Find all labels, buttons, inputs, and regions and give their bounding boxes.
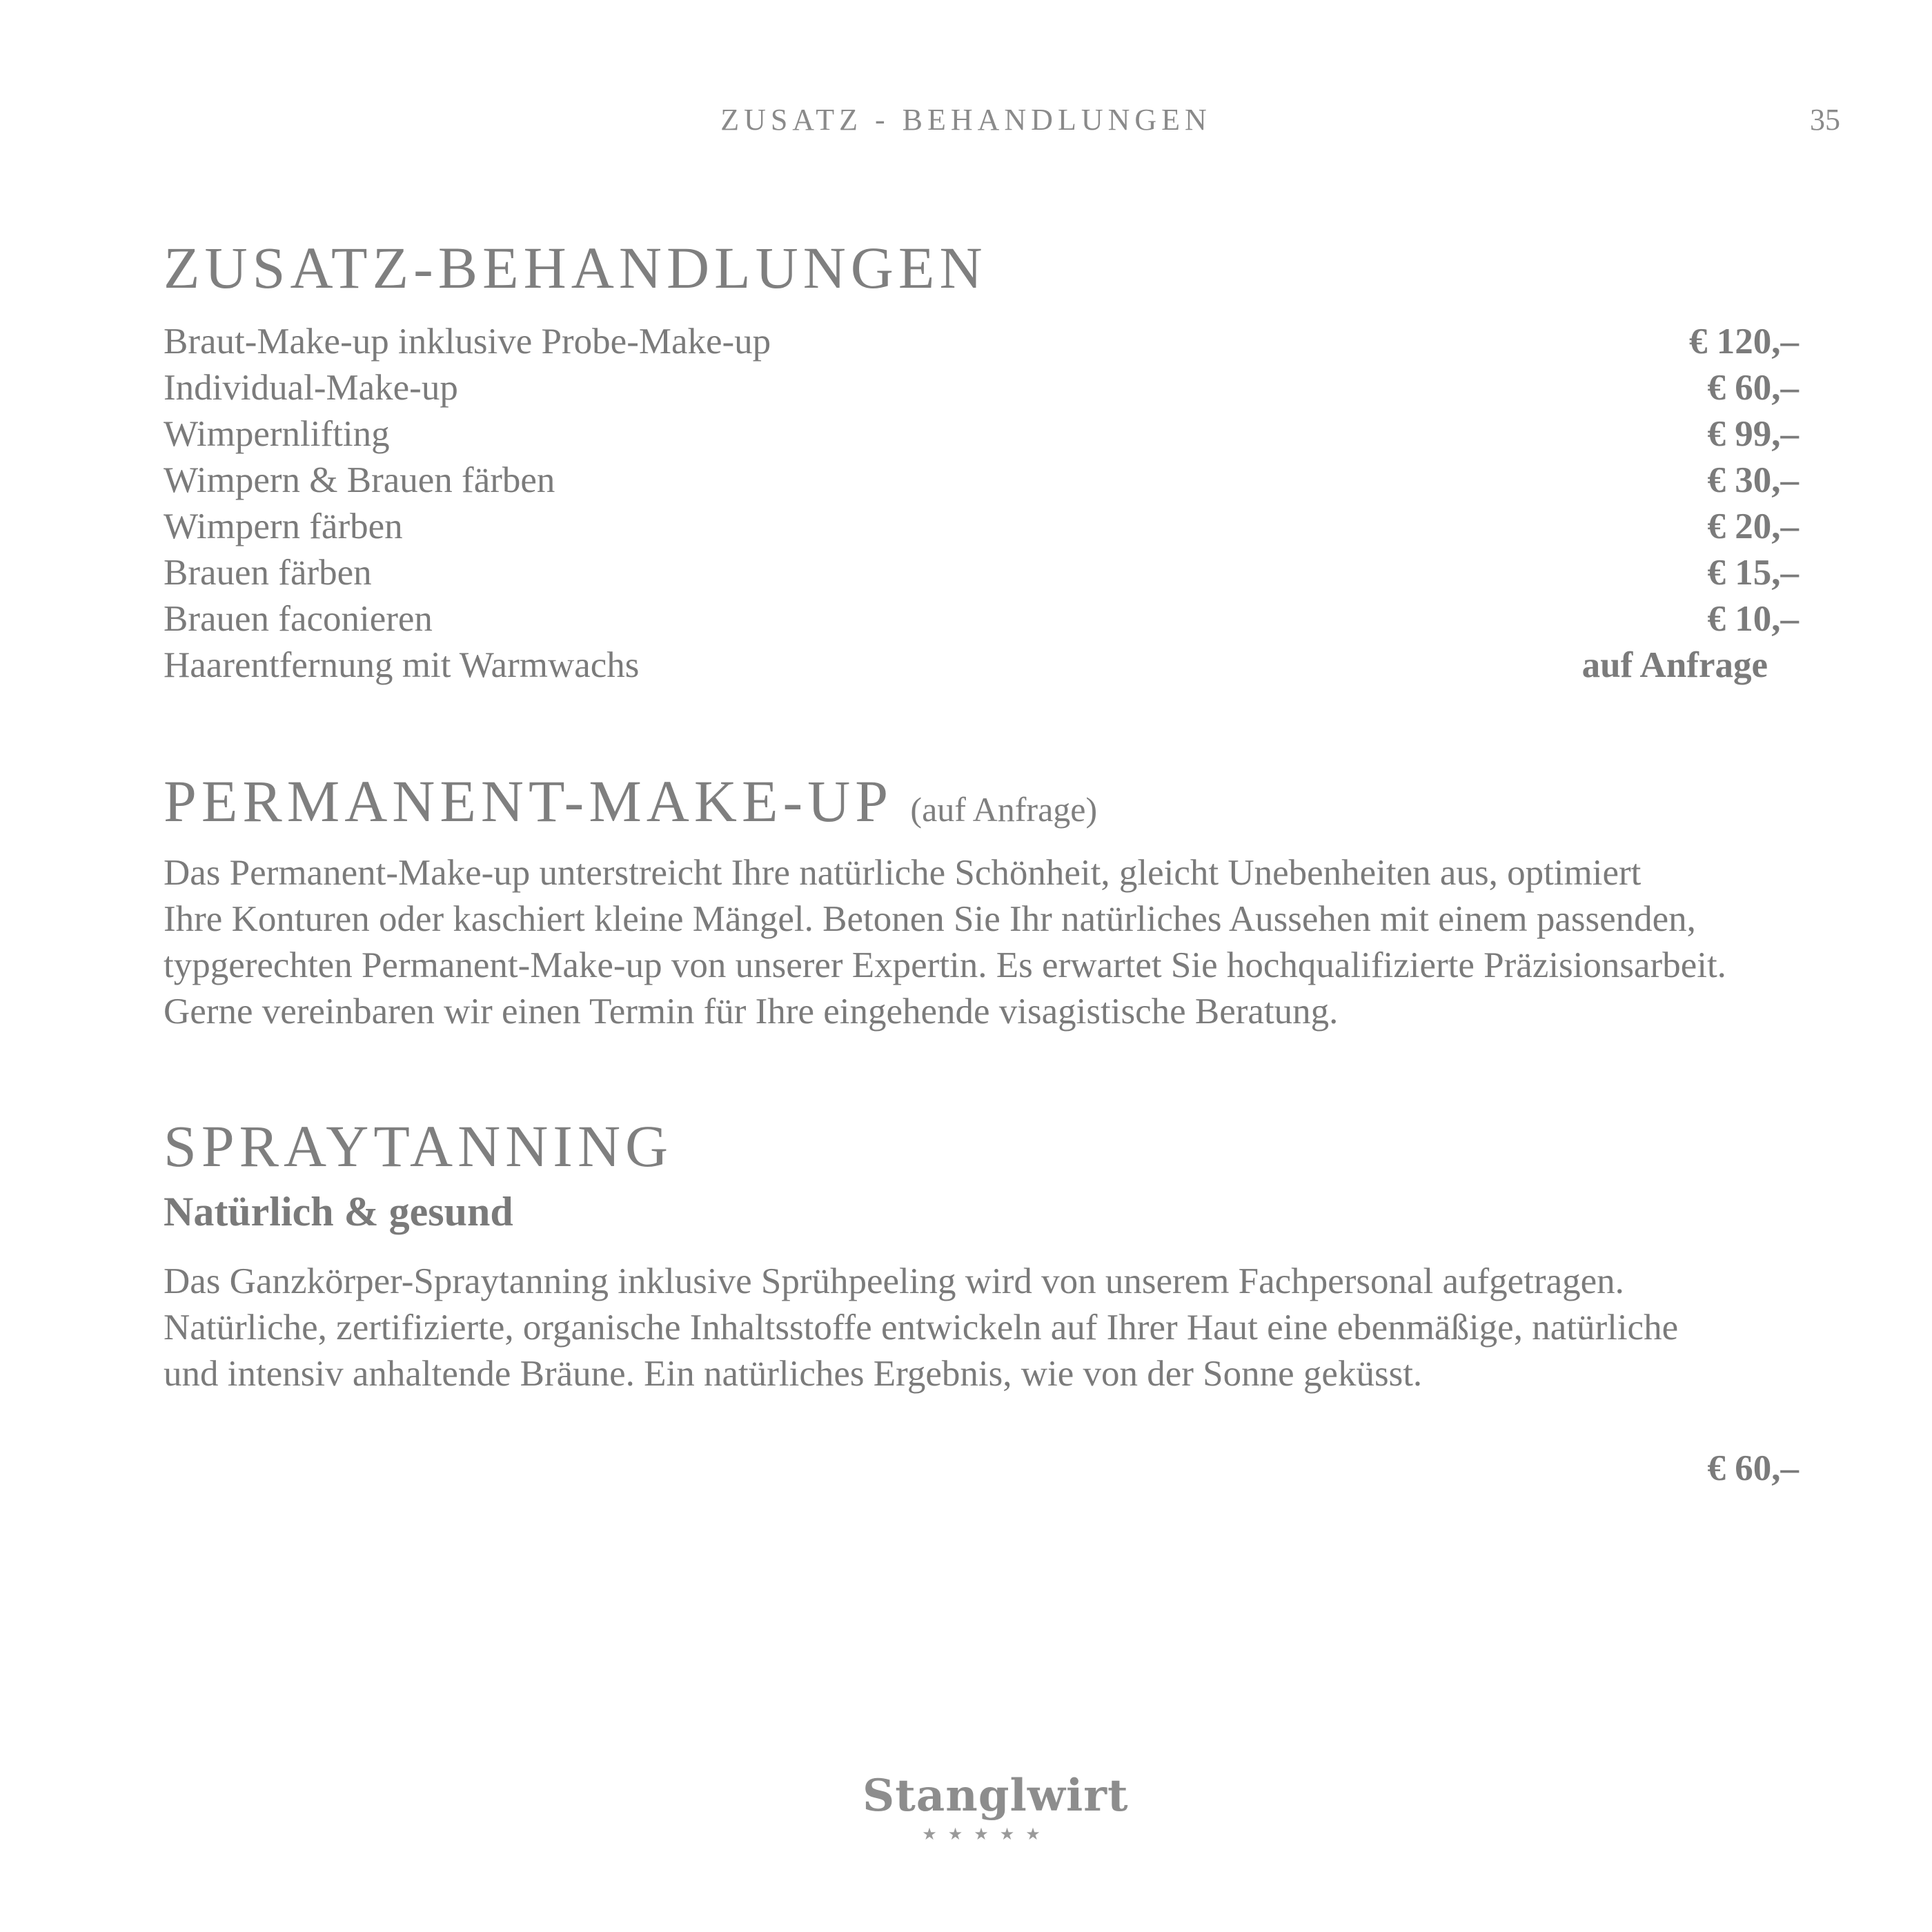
permanent-heading-note: (auf Anfrage) [910,790,1098,829]
permanent-heading-title: PERMANENT-MAKE-UP [164,768,891,834]
spraytanning-subheading: Natürlich & gesund [164,1189,513,1234]
price-label: Wimpernlifting [164,414,390,454]
permanent-heading [164,768,1098,834]
price-label: Brauen faconieren [164,599,433,639]
price-value: € 30,– [1707,460,1799,500]
spraytanning-description [164,1259,1833,1397]
price-value: € 20,– [1707,506,1799,546]
spraytanning-price: € 60,– [1707,1448,1799,1488]
price-label: Brauen färben [164,553,372,593]
price-row [164,642,1799,689]
price-row [164,411,1799,457]
price-label: Wimpern & Brauen färben [164,460,555,500]
text-line: typgerechten Permanent-Make-up von unserer Expertin. Es erwartet Sie hochqualifizierte Präzisionsarbeit. [164,945,1726,985]
text-line: Natürliche, zertifizierte, organische Inhaltsstoffe entwickeln auf Ihrer Haut eine ebenmäßige, natürliche [164,1308,1679,1348]
price-row [164,596,1799,642]
zusatz-price-list [164,319,1799,689]
price-label: Braut-Make-up inklusive Probe-Make-up [164,322,771,362]
text-line: Gerne vereinbaren wir einen Termin für Ihre eingehende visagistische Beratung. [164,992,1339,1032]
price-row [164,550,1799,596]
price-row [164,319,1799,365]
stars-icon: ★★★★★ [922,1824,1052,1844]
price-value: € 10,– [1707,599,1799,639]
stanglwirt-logo [862,1770,1129,1866]
running-header: ZUSATZ - BEHANDLUNGEN [720,103,1212,137]
text-line: und intensiv anhaltende Bräune. Ein natürliches Ergebnis, wie von der Sonne geküsst. [164,1354,1423,1394]
page-number: 35 [1810,103,1840,137]
price-value: € 60,– [1707,368,1799,408]
price-row [164,457,1799,504]
spraytanning-heading: SPRAYTANNING [164,1113,673,1179]
logo-wordmark: Stanglwirt [862,1770,1129,1822]
price-value: auf Anfrage [1581,645,1768,685]
text-line: Ihre Konturen oder kaschiert kleine Mängel. Betonen Sie Ihr natürliches Aussehen mit einem passenden, [164,899,1696,939]
price-row [164,365,1799,411]
price-label: Haarentfernung mit Warmwachs [164,645,640,685]
price-value: € 99,– [1707,414,1799,454]
text-line: Das Ganzkörper-Spraytanning inklusive Sprühpeeling wird von unserem Fachpersonal aufgetragen. [164,1261,1624,1301]
price-value: € 120,– [1689,322,1799,362]
price-label: Individual-Make-up [164,368,458,408]
zusatz-heading: ZUSATZ-BEHANDLUNGEN [164,235,987,301]
permanent-description [164,850,1833,1035]
price-label: Wimpern färben [164,506,403,546]
price-value: € 15,– [1707,553,1799,593]
text-line: Das Permanent-Make-up unterstreicht Ihre natürliche Schönheit, gleicht Unebenheiten aus, optimiert [164,853,1642,893]
price-row [164,504,1799,550]
